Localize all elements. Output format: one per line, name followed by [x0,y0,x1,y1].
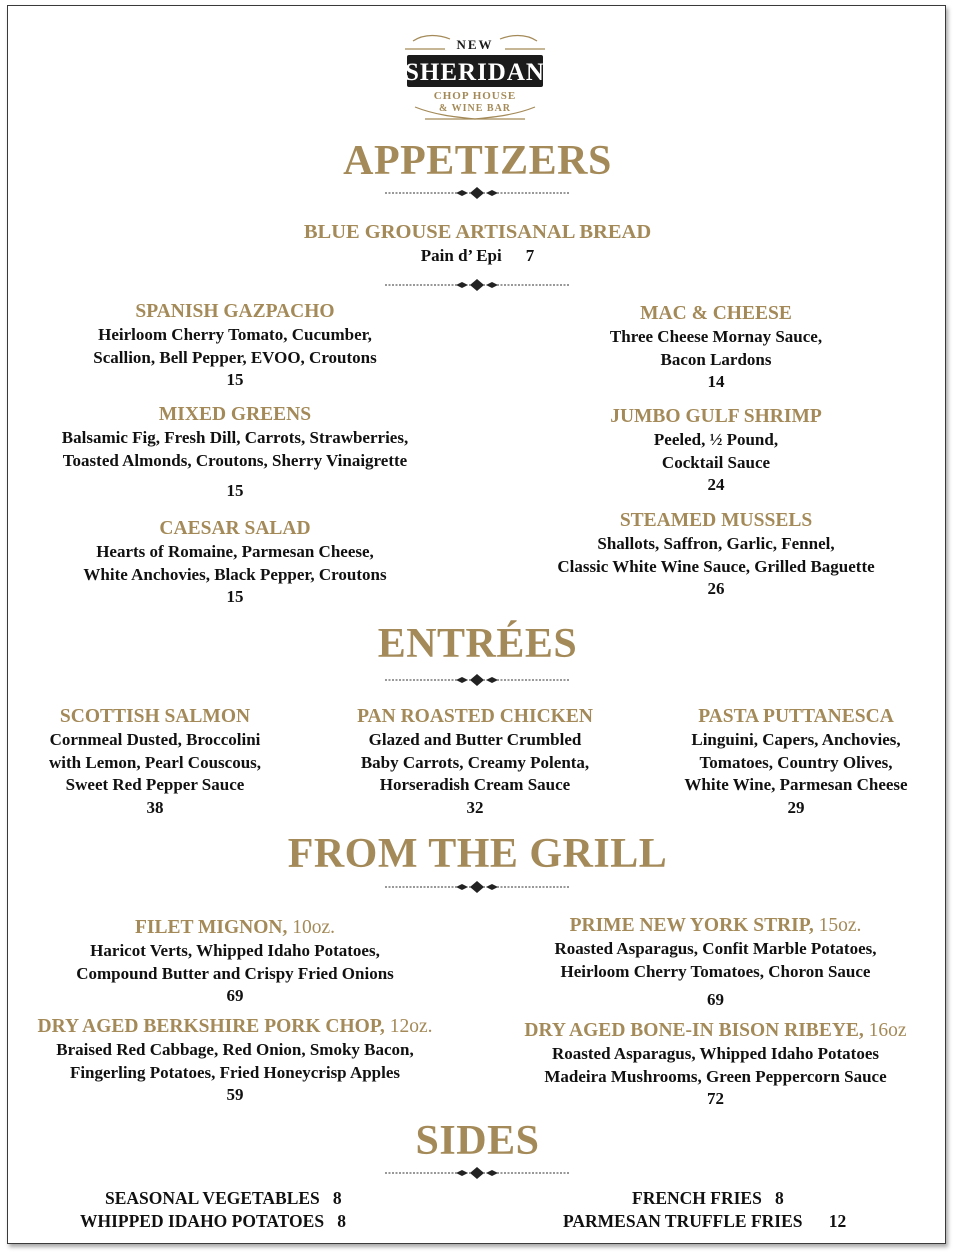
menu-item-ny-strip [498,914,933,1011]
grill-title: FROM THE GRILL [287,831,668,877]
side-item-french-fries: FRENCH FRIES 8 [632,1188,784,1208]
divider-ornament-icon [0,1166,955,1180]
item-name: DRY AGED BERKSHIRE PORK CHOP, 12oz. [37,1016,433,1037]
item-description-line: Cocktail Sauce [661,452,771,472]
menu-item-mixed-greens [20,403,450,502]
item-name: MIXED GREENS [158,404,312,425]
item-description-line: Heirloom Cherry Tomato, Cucumber, [98,325,372,344]
item-price: 15 [226,370,244,389]
menu-item-steamed-mussels [500,509,932,600]
item-name: SPANISH GAZPACHO [135,301,335,322]
side-price: 12 [828,1211,847,1231]
menu-item-blue-grouse-bread [0,220,955,268]
menu-item-pan-roasted-chicken [330,705,620,819]
item-price: 29 [787,797,805,817]
item-description-line: Compound Butter and Crispy Fried Onions [76,963,394,983]
sides-title: SIDES [415,1118,540,1164]
item-name: MAC & CHEESE [640,303,792,324]
menu-item-scottish-salmon [20,705,290,819]
item-description-line: with Lemon, Pearl Couscous, [48,752,262,772]
item-description-line: Hearts of Romaine, Parmesan Cheese, [96,542,374,561]
divider-ornament-icon [0,673,955,687]
item-description-line: Heirloom Cherry Tomatoes, Choron Sauce [560,961,871,981]
logo-sheridan: SHERIDAN [405,59,545,86]
menu-item-bison-ribeye [498,1019,933,1110]
item-price: 14 [707,372,725,391]
item-name: CAESAR SALAD [159,518,311,539]
item-size: 10oz. [292,917,336,938]
item-name: PASTA PUTTANESCA [698,706,894,727]
item-description-line: Tomatoes, Country Olives, [699,752,893,772]
item-description-line: Baby Carrots, Creamy Polenta, [360,752,590,772]
item-size: 15oz. [818,915,862,936]
side-price: 8 [337,1211,346,1231]
item-description-line: White Anchovies, Black Pepper, Croutons [83,564,387,584]
side-item-whipped-potatoes: WHIPPED IDAHO POTATOES 8 [80,1211,346,1231]
item-description-line: Bacon Lardons [660,349,772,369]
menu-item-caesar-salad [20,517,450,608]
menu-item-filet-mignon [15,916,455,1007]
divider-ornament-icon [0,278,955,292]
item-price: 7 [525,246,535,265]
side-item-parmesan-truffle-fries: PARMESAN TRUFFLE FRIES 12 [563,1211,847,1231]
item-price: 15 [226,481,244,500]
item-price: 72 [707,1089,724,1108]
item-price: 69 [707,990,724,1009]
menu-item-pasta-puttanesca [655,705,937,819]
side-item-seasonal-vegetables: SEASONAL VEGETABLES 8 [105,1188,342,1208]
item-name: JUMBO GULF SHRIMP [610,406,822,427]
item-name: BLUE GROUSE ARTISANAL BREAD [303,221,652,243]
entrees-title: ENTRÉES [377,621,578,667]
restaurant-logo [395,27,555,125]
item-description-line: Scallion, Bell Pepper, EVOO, Croutons [93,347,377,367]
item-description-line: Cornmeal Dusted, Broccolini [49,730,261,749]
item-name: SCOTTISH SALMON [59,706,251,727]
divider-ornament-icon [0,880,955,894]
item-price: 26 [707,579,725,598]
item-description-line: Haricot Verts, Whipped Idaho Potatoes, [90,941,380,960]
menu-item-berkshire-pork-chop [15,1015,455,1106]
appetizers-title: APPETIZERS [343,138,612,184]
logo-new: NEW [456,37,494,52]
divider-ornament-icon [0,186,955,200]
item-name: FILET MIGNON, 10oz. [134,917,336,938]
logo-chop-house: CHOP HOUSE [433,90,517,102]
item-price: 38 [146,797,164,817]
side-price: 8 [332,1188,342,1208]
item-price: 32 [466,797,484,817]
side-price: 8 [774,1188,784,1208]
item-name: STEAMED MUSSELS [619,510,813,531]
item-description-line: Braised Red Cabbage, Red Onion, Smoky Bacon, [56,1040,414,1059]
item-description-line: Glazed and Butter Crumbled [368,730,582,749]
item-description-line: Toasted Almonds, Croutons, Sherry Vinaigrette [62,450,408,470]
menu-item-spanish-gazpacho [20,300,450,391]
item-name: DRY AGED BONE-IN BISON RIBEYE, 16oz [524,1020,907,1041]
item-description-line: Roasted Asparagus, Whipped Idaho Potatoes [551,1044,879,1063]
item-description-line: Balsamic Fig, Fresh Dill, Carrots, Strawberries, [61,428,409,447]
item-description-line: Roasted Asparagus, Confit Marble Potatoes, [554,939,877,958]
item-description-line: Classic White Wine Sauce, Grilled Baguette [557,556,875,576]
item-name: PRIME NEW YORK STRIP, 15oz. [569,915,862,936]
item-price: 59 [226,1085,244,1104]
logo-wine-bar: & WINE BAR [438,103,512,114]
item-price: 24 [707,475,725,494]
item-description-line: Three Cheese Mornay Sauce, [609,327,823,346]
menu-item-mac-and-cheese [500,302,932,393]
item-description-line: Fingerling Potatoes, Fried Honeycrisp Apples [69,1062,401,1082]
item-description-line: White Wine, Parmesan Cheese [684,775,908,794]
item-name: PAN ROASTED CHICKEN [357,706,593,727]
item-description-line: Horseradish Cream Sauce [379,775,571,794]
item-price: 69 [226,986,244,1005]
item-description-line: Madeira Mushrooms, Green Peppercorn Sauce [544,1066,887,1086]
menu-item-jumbo-gulf-shrimp [500,405,932,496]
item-description-line: Linguini, Capers, Anchovies, [691,730,901,749]
item-description-line: Shallots, Saffron, Garlic, Fennel, [597,534,835,553]
item-description: Pain d’ Epi 7 [420,246,535,265]
item-price: 15 [226,587,244,606]
item-description-line: Peeled, ½ Pound, [653,430,779,449]
item-size: 12oz. [389,1016,433,1037]
item-description-line: Sweet Red Pepper Sauce [65,775,245,794]
item-size: 16oz [868,1020,907,1041]
